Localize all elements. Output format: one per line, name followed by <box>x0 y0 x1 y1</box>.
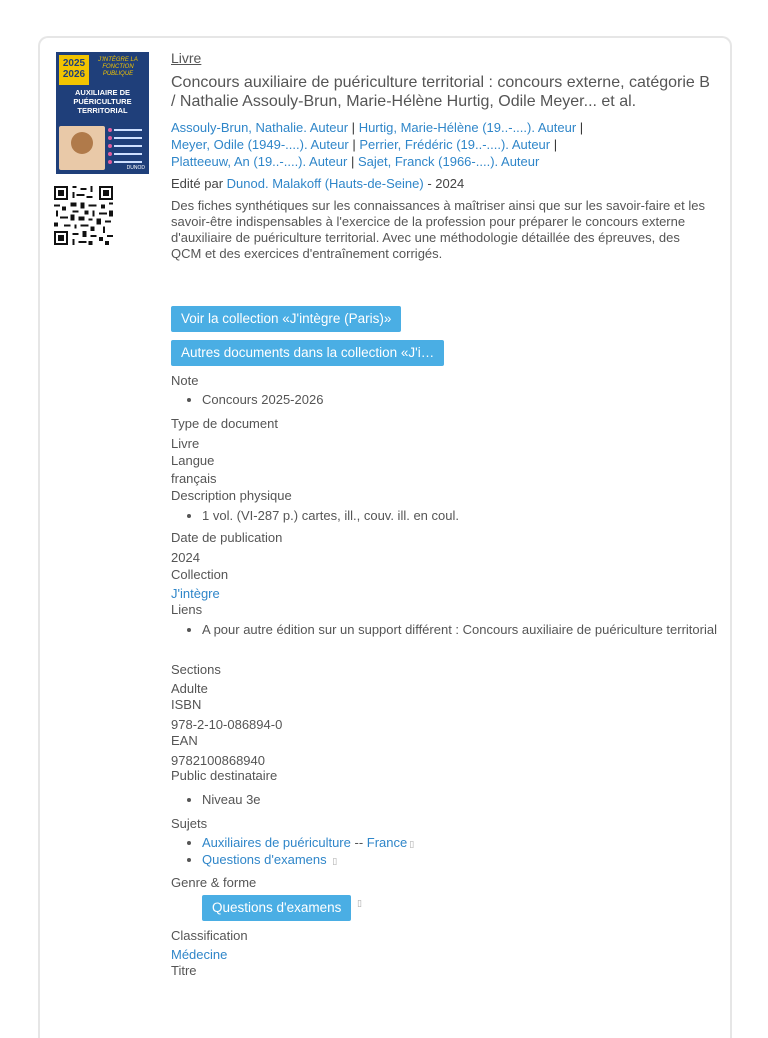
note-label: Note <box>171 373 199 388</box>
authors-list <box>171 119 711 170</box>
book-cover[interactable] <box>56 52 149 174</box>
genre-button[interactable]: Questions d'examens <box>202 895 351 921</box>
cover-title: AUXILIAIRE DE PUÉRICULTURE TERRITORIAL <box>73 88 132 115</box>
cover-years: 2025 2026 <box>59 55 89 85</box>
subject-link[interactable]: Auxiliaires de puériculture <box>202 835 351 850</box>
collection-link[interactable]: J'intègre <box>171 586 220 601</box>
cover-publisher: DUNOD <box>126 165 145 171</box>
record-title: Concours auxiliaire de puériculture territorial : concours externe, catégorie B / Nathalie Assouly-Brun, Marie-Hélène Hurtig, Odile Meyer... et al. <box>171 74 710 110</box>
external-link-icon[interactable]: ▯ <box>357 898 362 908</box>
language-value: français <box>171 471 217 486</box>
record-summary: Des fiches synthétiques sur les connaissances à maîtriser ainsi que sur les savoir-faire et les savoir-être indispensables à l'exercice de la profession pour préparer le concours externe d'auxiliaire de puériculture territorial. Avec une méthodologie détaillée des épreuves, des QCM et des exercices d'entraînement corrigés. <box>171 198 705 261</box>
other-documents-button[interactable]: Autres documents dans la collection «J'i… <box>171 340 444 366</box>
subject-link[interactable]: France <box>366 835 408 850</box>
cover-bullet <box>108 160 144 164</box>
author-link[interactable]: Assouly-Brun, Nathalie. Auteur <box>171 120 349 135</box>
qr-code-icon <box>54 186 113 245</box>
cover-bullet <box>108 136 144 140</box>
author-separator: | <box>352 137 356 152</box>
links-value: • A pour autre édition sur un support différent : Concours auxiliaire de puériculture territorial <box>202 622 732 638</box>
language-label: Langue <box>171 453 215 468</box>
subject-link[interactable]: Questions d'examens <box>202 852 327 867</box>
author-link[interactable]: Platteeuw, An (19..-....). Auteur <box>171 154 348 169</box>
cover-bullet <box>108 144 144 148</box>
sections-label: Sections <box>171 662 221 677</box>
record-details <box>171 50 711 262</box>
edition-year: - 2024 <box>427 176 465 191</box>
doctype-label: Type de document <box>171 416 278 431</box>
cover-strip: J'INTÈGRE LA FONCTION PUBLIQUE <box>98 57 138 77</box>
author-link[interactable]: Hurtig, Marie-Hélène (19..-....). Auteur <box>358 120 577 135</box>
subject-item <box>202 835 702 852</box>
titre-label: Titre <box>171 963 197 978</box>
ean-value: 9782100868940 <box>171 753 265 768</box>
doctype-value: Livre <box>171 436 200 451</box>
classification-link[interactable]: Médecine <box>171 947 228 962</box>
note-value: • Concours 2025-2026 <box>202 392 323 408</box>
publication-date-label: Date de publication <box>171 530 283 545</box>
edition-line <box>171 176 711 192</box>
author-separator: | <box>351 120 356 135</box>
subject-separator: -- <box>354 835 364 850</box>
author-separator: | <box>553 137 558 152</box>
isbn-value: 978-2-10-086894-0 <box>171 717 283 732</box>
links-label: Liens <box>171 602 203 617</box>
external-link-icon[interactable]: ▯ <box>409 839 415 849</box>
ean-label: EAN <box>171 733 198 748</box>
cover-bullet <box>108 128 144 132</box>
genre-label: Genre & forme <box>171 875 257 890</box>
edited-by-label: Edité par <box>171 176 224 191</box>
author-link[interactable]: Meyer, Odile (1949-....). Auteur <box>171 137 349 152</box>
subject-item <box>202 852 702 869</box>
publication-date-value: 2024 <box>171 550 200 565</box>
physical-description-value: • 1 vol. (VI-287 p.) cartes, ill., couv. ill. en coul. <box>202 508 722 524</box>
author-link[interactable]: Perrier, Frédéric (19..-....). Auteur <box>359 137 551 152</box>
author-separator: | <box>579 120 584 135</box>
sections-value: Adulte <box>171 681 208 696</box>
physical-description-label: Description physique <box>171 488 292 503</box>
author-link[interactable]: Sajet, Franck (1966-....). Auteur <box>357 154 540 169</box>
collection-label: Collection <box>171 567 229 582</box>
classification-label: Classification <box>171 928 248 943</box>
subjects-label: Sujets <box>171 816 208 831</box>
view-collection-button[interactable]: Voir la collection «J'intègre (Paris)» <box>171 306 401 332</box>
author-separator: | <box>350 154 355 169</box>
public-label: Public destinataire <box>171 768 278 783</box>
cover-photo <box>59 126 105 170</box>
external-link-icon[interactable]: ▯ <box>332 856 338 866</box>
public-value: • Niveau 3e <box>202 792 261 808</box>
document-type-link[interactable]: Livre <box>171 50 202 66</box>
publisher-link[interactable]: Dunod. Malakoff (Hauts-de-Seine) <box>226 176 424 191</box>
cover-bullet <box>108 152 144 156</box>
isbn-label: ISBN <box>171 697 202 712</box>
